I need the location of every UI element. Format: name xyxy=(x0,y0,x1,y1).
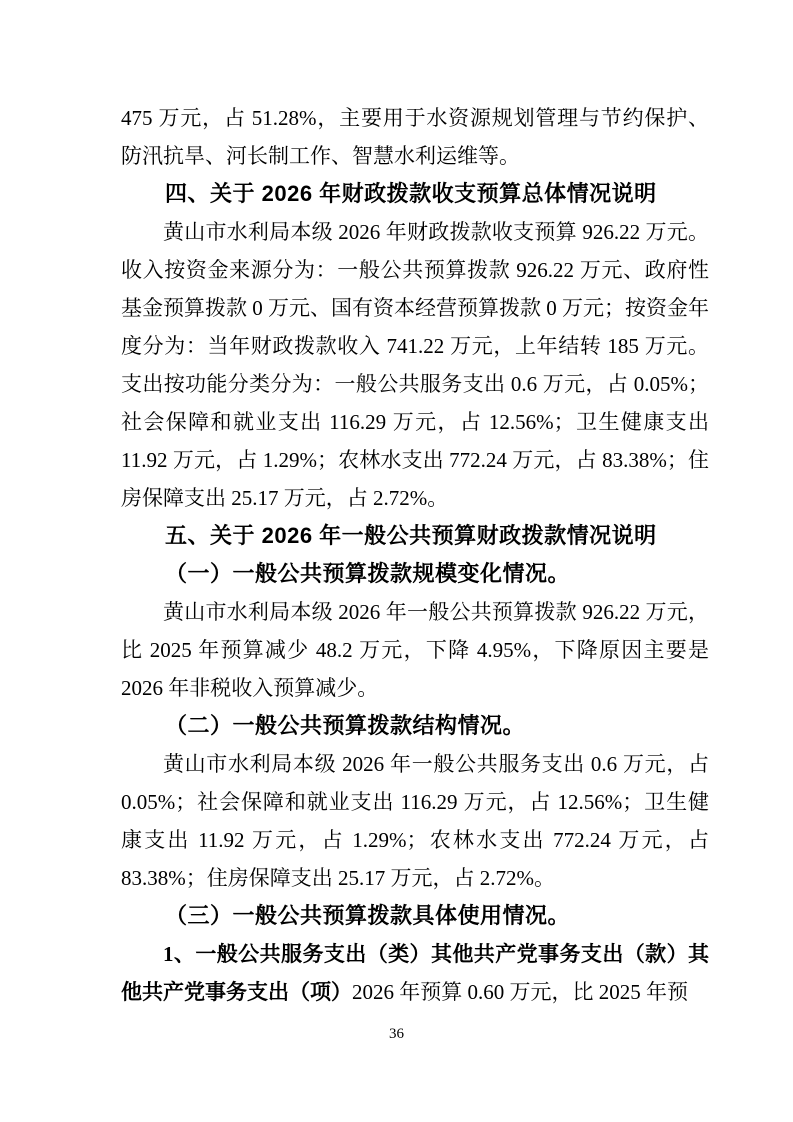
subheading-3-specific-usage: （三）一般公共预算拨款具体使用情况。 xyxy=(165,903,571,928)
paragraph-fiscal-overview: 黄山市水利局本级 2026 年财政拨款收支预算 926.22 万元。收入按资金来源分为：一般公共预算拨款 926.22 万元、政府性基金预算拨款 0 万元、国有资本经营预算拨款 0 万元；按资金年度分为：当年财政拨款收入 741.22 万元，上年结转 185 万元。支出按功能分类分为：一般公共服务支出 0.6 万元，占 0.05%；社会保障和就业支出 116.29 万元，占 12.56%；卫生健康支出 11.92 万元，占 1.29%；农林水支出 772.24 万元，占 83.38%；住房保障支出 25.17 万元，占 2.72%。 xyxy=(121,220,709,510)
numbered-item-1-regular-text: 2026 年预算 0.60 万元，比 2025 年预 xyxy=(352,980,688,1004)
numbered-item-1 xyxy=(121,935,709,1011)
section-heading-4: 四、关于 2026 年财政拨款收支预算总体情况说明 xyxy=(165,181,657,206)
paragraph-scale-change: 黄山市水利局本级 2026 年一般公共预算拨款 926.22 万元，比 2025 年预算减少 48.2 万元，下降 4.95%，下降原因主要是 2026 年非税收入预算减少。 xyxy=(121,600,709,700)
subheading-1-scale-change: （一）一般公共预算拨款规模变化情况。 xyxy=(165,561,571,586)
numbered-item-1-bold-label: 1、一般公共服务支出（类）其他共产党事务支出（款）其他共产党事务支出（项） xyxy=(121,942,709,1004)
section-heading-5: 五、关于 2026 年一般公共预算财政拨款情况说明 xyxy=(165,523,657,548)
paragraph-structure: 黄山市水利局本级 2026 年一般公共服务支出 0.6 万元，占 0.05%；社会保障和就业支出 116.29 万元，占 12.56%；卫生健康支出 11.92 万元，占 1.29%；农林水支出 772.24 万元，占 83.38%；住房保障支出 25.17 万元，占 2.72%。 xyxy=(121,752,709,890)
page-number: 36 xyxy=(389,1026,404,1042)
paragraph-continuation: 475 万元，占 51.28%，主要用于水资源规划管理与节约保护、防汛抗旱、河长制工作、智慧水利运维等。 xyxy=(121,106,709,168)
document-body xyxy=(121,99,709,1011)
subheading-2-structure: （二）一般公共预算拨款结构情况。 xyxy=(165,713,526,738)
